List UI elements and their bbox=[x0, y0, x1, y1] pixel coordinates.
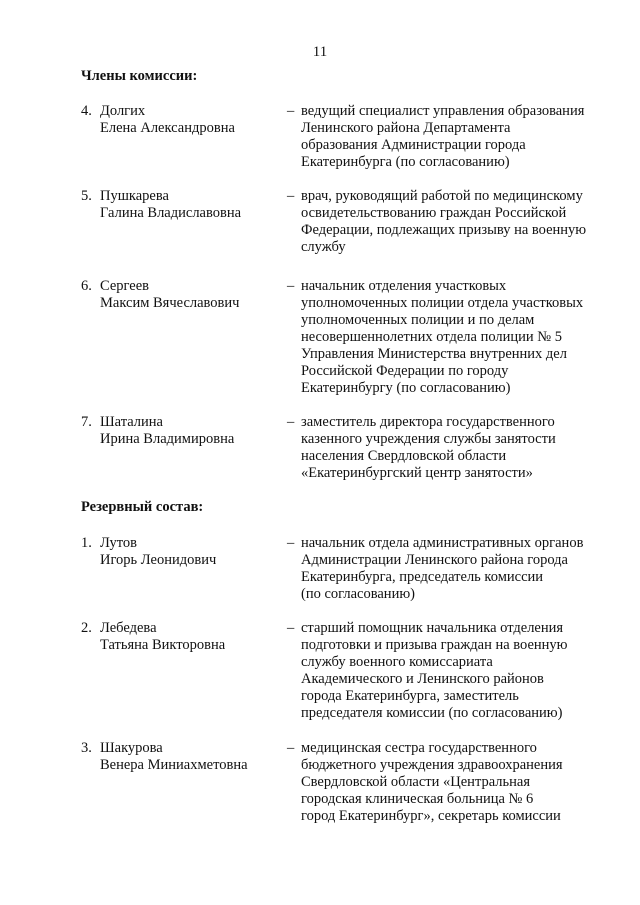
member-role-line: Ленинского района Департамента bbox=[301, 120, 511, 136]
entry-number: 3. bbox=[81, 740, 92, 756]
member-name-line: Сергеев bbox=[100, 278, 150, 294]
member-role-line: несовершеннолетних отдела полиции № 5 bbox=[301, 329, 563, 345]
member-role-line: председателя комиссии (по согласованию) bbox=[301, 705, 563, 721]
member-name bbox=[100, 188, 280, 222]
member-role-line: службу bbox=[301, 239, 346, 255]
member-role-line: Управления Министерства внутренних дел bbox=[301, 346, 567, 362]
member-name-line: Ирина Владимировна bbox=[100, 431, 235, 447]
member-role-line: «Екатеринбургский центр занятости» bbox=[301, 465, 533, 481]
member-role-line: городская клиническая больница № 6 bbox=[301, 791, 534, 807]
member-role-line: город Екатеринбург», секретарь комиссии bbox=[301, 808, 561, 824]
member-name-line: Шакурова bbox=[100, 740, 163, 756]
member-role bbox=[301, 103, 606, 171]
member-role-line: врач, руководящий работой по медицинскому bbox=[301, 188, 583, 204]
member-name-line: Игорь Леонидович bbox=[100, 552, 217, 568]
member-role-line: старший помощник начальника отделения bbox=[301, 620, 564, 636]
member-role bbox=[301, 620, 606, 722]
entry-number: 4. bbox=[81, 103, 92, 119]
member-role-line: Екатеринбурга (по согласованию) bbox=[301, 154, 510, 170]
member-role-line: освидетельствованию граждан Российской bbox=[301, 205, 567, 221]
member-role-line: Екатеринбурга, председатель комиссии bbox=[301, 569, 544, 585]
member-role-line: Российской Федерации по городу bbox=[301, 363, 509, 379]
member-role-line: уполномоченных полиции и по делам bbox=[301, 312, 535, 328]
member-role-line: ведущий специалист управления образования bbox=[301, 103, 585, 119]
member-name-line: Галина Владиславовна bbox=[100, 205, 242, 221]
dash-separator: – bbox=[287, 278, 295, 294]
member-role-line: уполномоченных полиции отдела участковых bbox=[301, 295, 584, 311]
member-role bbox=[301, 188, 606, 256]
member-name bbox=[100, 535, 280, 569]
member-role-line: начальник отдела административных органов bbox=[301, 535, 584, 551]
dash-separator: – bbox=[287, 620, 295, 636]
member-name-line: Шаталина bbox=[100, 414, 163, 430]
member-name-line: Татьяна Викторовна bbox=[100, 637, 226, 653]
member-role-line: (по согласованию) bbox=[301, 586, 415, 602]
member-role-line: Академического и Ленинского районов bbox=[301, 671, 544, 687]
member-role-line: начальник отделения участковых bbox=[301, 278, 507, 294]
entry-number: 2. bbox=[81, 620, 92, 636]
member-role-line: образования Администрации города bbox=[301, 137, 526, 153]
member-role bbox=[301, 535, 606, 603]
entry-number: 7. bbox=[81, 414, 92, 430]
entry-number: 6. bbox=[81, 278, 92, 294]
member-name bbox=[100, 414, 280, 448]
section-heading: Члены комиссии: bbox=[81, 68, 198, 84]
member-role bbox=[301, 414, 606, 482]
member-name bbox=[100, 620, 280, 654]
member-name-line: Долгих bbox=[100, 103, 146, 119]
dash-separator: – bbox=[287, 103, 295, 119]
member-role-line: службу военного комиссариата bbox=[301, 654, 493, 670]
member-role-line: Федерации, подлежащих призыву на военную bbox=[301, 222, 587, 238]
member-name bbox=[100, 278, 280, 312]
dash-separator: – bbox=[287, 414, 295, 430]
member-name-line: Лебедева bbox=[100, 620, 157, 636]
member-role-line: бюджетного учреждения здравоохранения bbox=[301, 757, 563, 773]
member-name bbox=[100, 103, 280, 137]
dash-separator: – bbox=[287, 740, 295, 756]
member-role-line: города Екатеринбурга, заместитель bbox=[301, 688, 519, 704]
member-role-line: подготовки и призыва граждан на военную bbox=[301, 637, 568, 653]
entry-number: 5. bbox=[81, 188, 92, 204]
member-name-line: Пушкарева bbox=[100, 188, 169, 204]
member-name-line: Лутов bbox=[100, 535, 137, 551]
member-name-line: Елена Александровна bbox=[100, 120, 235, 136]
member-role-line: заместитель директора государственного bbox=[301, 414, 555, 430]
member-role-line: Администрации Ленинского района города bbox=[301, 552, 568, 568]
section-heading: Резервный состав: bbox=[81, 499, 204, 515]
member-role bbox=[301, 740, 606, 825]
dash-separator: – bbox=[287, 535, 295, 551]
member-role-line: медицинская сестра государственного bbox=[301, 740, 537, 756]
member-role-line: Екатеринбургу (по согласованию) bbox=[301, 380, 511, 396]
member-name bbox=[100, 740, 280, 774]
member-name-line: Венера Миниахметовна bbox=[100, 757, 248, 773]
member-role-line: казенного учреждения службы занятости bbox=[301, 431, 556, 447]
dash-separator: – bbox=[287, 188, 295, 204]
entry-number: 1. bbox=[81, 535, 92, 551]
member-role bbox=[301, 278, 606, 397]
member-name-line: Максим Вячеславович bbox=[100, 295, 240, 311]
page-number: 11 bbox=[312, 44, 328, 60]
member-role-line: Свердловской области «Центральная bbox=[301, 774, 530, 790]
member-role-line: населения Свердловской области bbox=[301, 448, 507, 464]
